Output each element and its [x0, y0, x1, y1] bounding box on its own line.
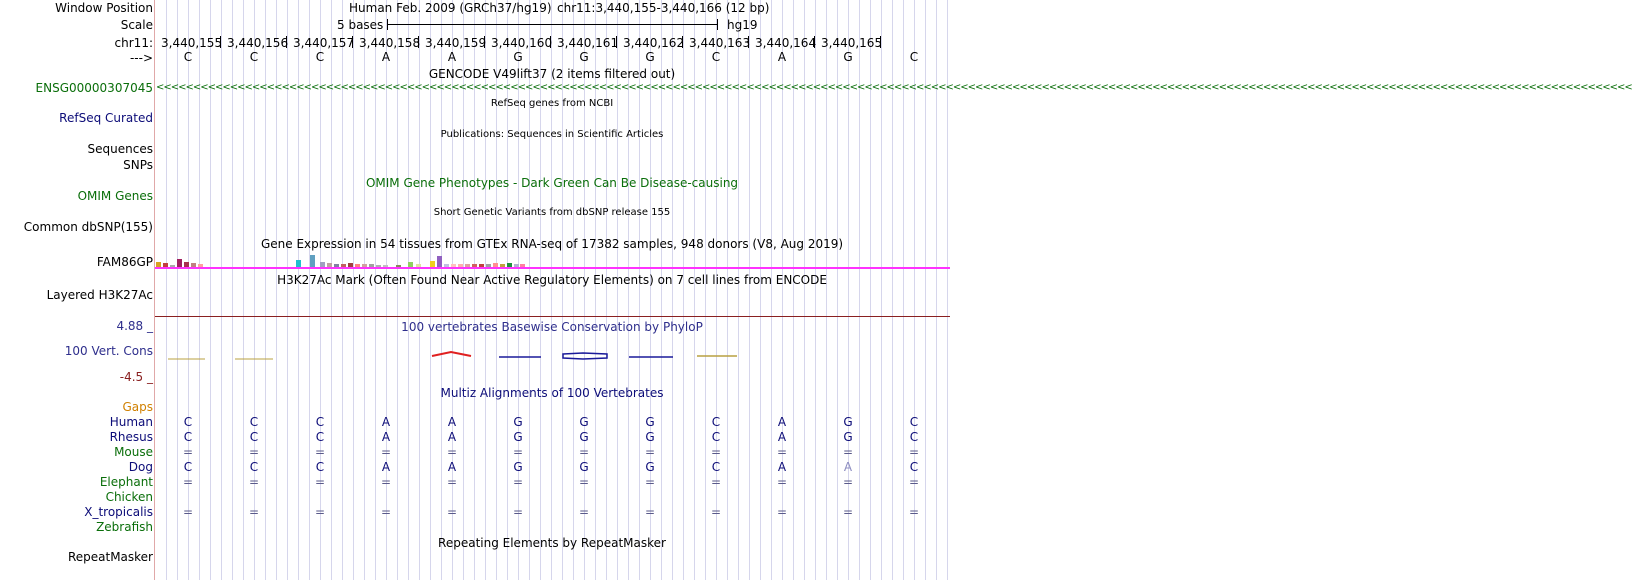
multiz-base: A	[381, 460, 391, 474]
multiz-species-label[interactable]: X_tropicalis	[84, 505, 153, 519]
gencode-item-label[interactable]: ENSG00000307045	[35, 81, 153, 95]
multiz-base: =	[842, 445, 854, 459]
multiz-base: =	[908, 475, 920, 489]
window-position-label: Window Position	[55, 1, 153, 15]
position-text: chr11:3,440,155-3,440,166 (12 bp)	[557, 1, 770, 15]
reference-base: G	[579, 50, 589, 64]
label-column-separator	[154, 0, 155, 580]
chrom-label: chr11:	[114, 36, 153, 50]
reference-base: C	[909, 50, 919, 64]
reference-base: G	[513, 50, 523, 64]
multiz-base: C	[315, 430, 325, 444]
multiz-base: G	[843, 415, 853, 429]
dbsnp-track-title: Short Genetic Variants from dbSNP release 155	[433, 207, 671, 218]
refseq-curated-label[interactable]: RefSeq Curated	[59, 111, 153, 125]
phylop-peak	[432, 352, 471, 356]
multiz-base: A	[777, 415, 787, 429]
multiz-base: =	[182, 505, 194, 519]
gtex-tissue-bar[interactable]	[310, 255, 315, 267]
multiz-base: C	[183, 430, 193, 444]
multiz-base: =	[248, 505, 260, 519]
publications-sequences-label[interactable]: Sequences	[87, 142, 153, 156]
multiz-base: C	[909, 415, 919, 429]
multiz-base: =	[908, 505, 920, 519]
multiz-base: =	[644, 475, 656, 489]
phylop-wiggle[interactable]	[155, 340, 950, 370]
multiz-base: =	[314, 475, 326, 489]
multiz-base: =	[446, 505, 458, 519]
multiz-base: G	[513, 460, 523, 474]
multiz-base: =	[512, 475, 524, 489]
multiz-base: =	[842, 475, 854, 489]
multiz-base: A	[381, 430, 391, 444]
repeatmasker-track-title: Repeating Elements by RepeatMasker	[438, 536, 666, 550]
multiz-base: =	[314, 445, 326, 459]
multiz-base: G	[645, 415, 655, 429]
gtex-tissue-bar[interactable]	[437, 256, 442, 267]
multiz-base: C	[249, 460, 259, 474]
multiz-base: A	[381, 415, 391, 429]
h3k27ac-baseline	[155, 316, 950, 317]
refseq-track-title: RefSeq genes from NCBI	[490, 98, 614, 109]
gtex-track-title: Gene Expression in 54 tissues from GTEx RNA-seq of 17382 samples, 948 donors (V8, Aug 2019)	[260, 237, 844, 251]
ruler-position-label: 3,440,157	[293, 36, 355, 50]
multiz-species-label[interactable]: Chicken	[105, 490, 153, 504]
multiz-species-label[interactable]: Elephant	[99, 475, 153, 489]
multiz-base: C	[711, 460, 721, 474]
multiz-base: A	[447, 460, 457, 474]
multiz-base: =	[512, 505, 524, 519]
multiz-species-label[interactable]: Mouse	[114, 445, 153, 459]
db-text: hg19	[727, 18, 758, 32]
multiz-base: =	[710, 505, 722, 519]
gtex-tissue-bar[interactable]	[296, 260, 301, 267]
multiz-base: G	[579, 430, 589, 444]
multiz-base: G	[513, 430, 523, 444]
gtex-gene-bar[interactable]	[155, 267, 950, 269]
omim-genes-label[interactable]: OMIM Genes	[77, 189, 153, 203]
multiz-base: C	[315, 415, 325, 429]
reference-base: A	[381, 50, 391, 64]
multiz-base: C	[711, 415, 721, 429]
publications-snps-label[interactable]: SNPs	[123, 158, 153, 172]
scale-bar	[387, 24, 718, 25]
multiz-base: C	[183, 415, 193, 429]
publications-track-title: Publications: Sequences in Scientific Articles	[440, 129, 664, 140]
h3k27ac-track-title: H3K27Ac Mark (Often Found Near Active Regulatory Elements) on 7 cell lines from ENCODE	[277, 273, 827, 287]
gtex-gene-label[interactable]: FAM86GP	[96, 255, 153, 269]
multiz-base: G	[579, 460, 589, 474]
ruler-position-label: 3,440,155	[161, 36, 223, 50]
ruler-position-label: 3,440,162	[623, 36, 685, 50]
multiz-base: =	[248, 475, 260, 489]
multiz-base: =	[512, 445, 524, 459]
scale-label: Scale	[120, 18, 153, 32]
multiz-base: =	[182, 445, 194, 459]
multiz-base: =	[446, 445, 458, 459]
multiz-base: =	[578, 445, 590, 459]
multiz-base: =	[908, 445, 920, 459]
reference-base: C	[183, 50, 193, 64]
ruler-position-label: 3,440,158	[359, 36, 421, 50]
multiz-base: =	[644, 505, 656, 519]
multiz-base: C	[909, 430, 919, 444]
multiz-base: =	[380, 445, 392, 459]
omim-track-title: OMIM Gene Phenotypes - Dark Green Can Be Disease-causing	[365, 176, 739, 190]
ruler-position-label: 3,440,161	[557, 36, 619, 50]
multiz-base: A	[843, 460, 853, 474]
multiz-base: G	[645, 460, 655, 474]
phylop-track-title: 100 vertebrates Basewise Conservation by PhyloP	[401, 320, 703, 334]
reference-base: G	[645, 50, 655, 64]
ruler-position-label: 3,440,159	[425, 36, 487, 50]
multiz-base: C	[183, 460, 193, 474]
multiz-base: =	[446, 475, 458, 489]
multiz-base: A	[777, 430, 787, 444]
phylop-peak	[563, 353, 607, 359]
multiz-base: =	[182, 475, 194, 489]
multiz-base: =	[578, 475, 590, 489]
phylop-max-label: 4.88 _	[116, 319, 153, 333]
multiz-track-title: Multiz Alignments of 100 Vertebrates	[440, 386, 664, 400]
ruler-position-label: 3,440,163	[689, 36, 751, 50]
multiz-base: C	[909, 460, 919, 474]
multiz-base: A	[447, 430, 457, 444]
reference-base: A	[777, 50, 787, 64]
multiz-species-label[interactable]: Human	[109, 415, 153, 429]
multiz-base: =	[776, 505, 788, 519]
gencode-track-title: GENCODE V49lift37 (2 items filtered out)	[428, 67, 676, 81]
multiz-base: G	[513, 415, 523, 429]
scale-bar-text: 5 bases	[337, 18, 384, 32]
ruler-position-label: 3,440,156	[227, 36, 289, 50]
multiz-base: =	[842, 505, 854, 519]
multiz-base: C	[249, 430, 259, 444]
ruler-position-label: 3,440,160	[491, 36, 553, 50]
multiz-base: A	[777, 460, 787, 474]
assembly-text: Human Feb. 2009 (GRCh37/hg19)	[349, 1, 552, 15]
multiz-base: =	[380, 475, 392, 489]
reference-base: A	[447, 50, 457, 64]
multiz-species-label[interactable]: Dog	[128, 460, 153, 474]
multiz-base: =	[380, 505, 392, 519]
multiz-base: C	[315, 460, 325, 474]
multiz-base: =	[578, 505, 590, 519]
reference-base: C	[315, 50, 325, 64]
multiz-base: =	[710, 475, 722, 489]
dbsnp-label[interactable]: Common dbSNP(155)	[23, 220, 153, 234]
ruler-position-label: 3,440,165	[821, 36, 883, 50]
multiz-base: G	[645, 430, 655, 444]
ruler-position-label: 3,440,164	[755, 36, 817, 50]
multiz-base: C	[249, 415, 259, 429]
h3k27ac-label[interactable]: Layered H3K27Ac	[46, 288, 153, 302]
reference-base: G	[843, 50, 853, 64]
phylop-min-label: -4.5 _	[119, 370, 153, 384]
multiz-base: =	[314, 505, 326, 519]
multiz-species-label[interactable]: Zebrafish	[96, 520, 153, 534]
multiz-species-label[interactable]: Rhesus	[109, 430, 153, 444]
repeatmasker-label[interactable]: RepeatMasker	[67, 550, 153, 564]
multiz-base: =	[776, 475, 788, 489]
gencode-gene-feature[interactable]: <<<<<<<<<<<<<<<<<<<<<<<<<<<<<<<<<<<<<<<<<<<<<<<<<<<<<<<<<<<<<<<<<<<<<<<<<<<<<<<<<<<<<<<<<<<<<<<<<<<<<<<<<<<<<<<<<<<<<<<<<<<<<<<<<<<<<<<<<<<<<<<<<<<<<<<<<<<<<<<<<<<<<<<<<<<<<<<<<<<<<<<<<<<<<<<<<<<<<<<<	[156, 82, 1632, 93]
reference-base: C	[249, 50, 259, 64]
phylop-label[interactable]: 100 Vert. Cons	[64, 344, 153, 358]
multiz-base: G	[579, 415, 589, 429]
multiz-base: =	[248, 445, 260, 459]
multiz-base: A	[447, 415, 457, 429]
strand-arrow-label: --->	[129, 51, 153, 65]
gtex-tissue-bar[interactable]	[177, 259, 182, 267]
multiz-gaps-label[interactable]: Gaps	[122, 400, 153, 414]
multiz-base: C	[711, 430, 721, 444]
scale-bar-right-tick	[717, 19, 718, 30]
multiz-base: G	[843, 430, 853, 444]
multiz-base: =	[776, 445, 788, 459]
reference-base: C	[711, 50, 721, 64]
multiz-base: =	[710, 445, 722, 459]
multiz-base: =	[644, 445, 656, 459]
